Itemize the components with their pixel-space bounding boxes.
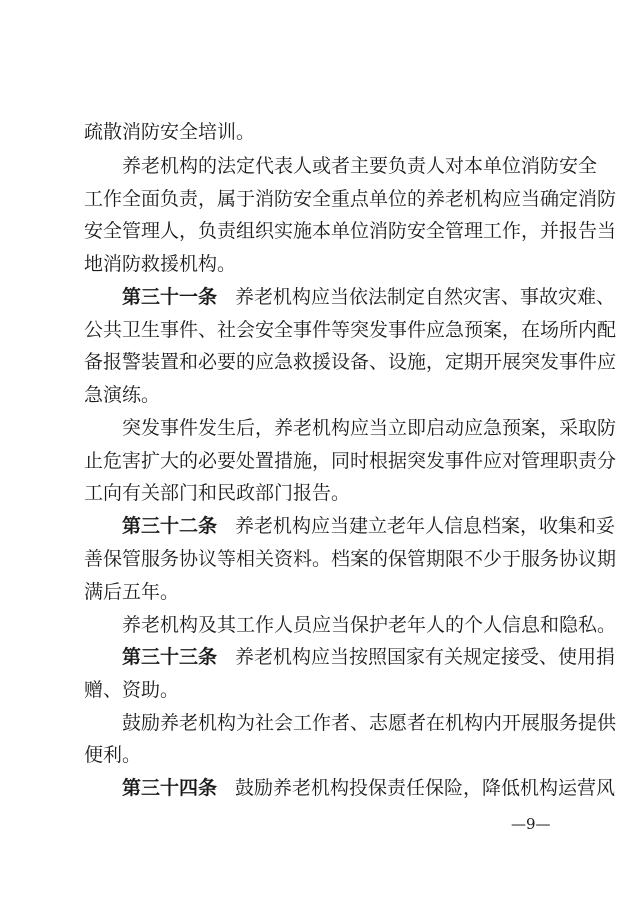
text-line: 突发事件发生后，养老机构应当立即启动应急预案，采取防 (122, 417, 617, 439)
page-number: —9— (511, 815, 551, 833)
text-span: 养老机构应当建立老年人信息档案，收集和妥 (235, 515, 616, 537)
text-line: 工向有关部门和民政部门报告。 (84, 482, 351, 504)
article-32-first-line (122, 515, 616, 537)
article-31-first-line (122, 286, 616, 308)
article-33-first-line (122, 646, 616, 668)
article-heading: 第三十二条 (122, 515, 218, 537)
article-heading: 第三十四条 (122, 777, 218, 799)
text-line: 急演练。 (84, 384, 161, 406)
text-line: 备报警装置和必要的应急救援设备、设施，定期开展突发事件应 (84, 351, 617, 373)
text-line: 养老机构的法定代表人或者主要负责人对本单位消防安全 (122, 155, 598, 177)
text-line: 安全管理人，负责组织实施本单位消防安全管理工作，并报告当 (84, 220, 617, 242)
text-line: 止危害扩大的必要处置措施，同时根据突发事件应对管理职责分 (84, 450, 617, 472)
text-line: 赠、资助。 (84, 679, 180, 701)
text-line: 鼓励养老机构为社会工作者、志愿者在机构内开展服务提供 (122, 712, 617, 734)
text-line: 工作全面负责，属于消防安全重点单位的养老机构应当确定消防 (84, 188, 617, 210)
article-heading: 第三十一条 (122, 286, 218, 308)
text-line: 满后五年。 (84, 581, 180, 603)
article-heading: 第三十三条 (122, 646, 218, 668)
text-line: 疏散消防安全培训。 (84, 121, 256, 143)
text-span: 养老机构应当按照国家有关规定接受、使用捐 (235, 646, 616, 668)
text-line: 养老机构及其工作人员应当保护老年人的个人信息和隐私。 (122, 614, 617, 636)
text-span: 鼓励养老机构投保责任保险，降低机构运营风 (235, 777, 616, 799)
text-span: 养老机构应当依法制定自然灾害、事故灾难、 (235, 286, 616, 308)
text-line: 便利。 (84, 744, 142, 766)
text-line: 公共卫生事件、社会安全事件等突发事件应急预案，在场所内配 (84, 319, 617, 341)
article-34-first-line (122, 777, 616, 799)
text-line: 地消防救援机构。 (84, 253, 237, 275)
text-line: 善保管服务协议等相关资料。档案的保管期限不少于服务协议期 (84, 548, 617, 570)
